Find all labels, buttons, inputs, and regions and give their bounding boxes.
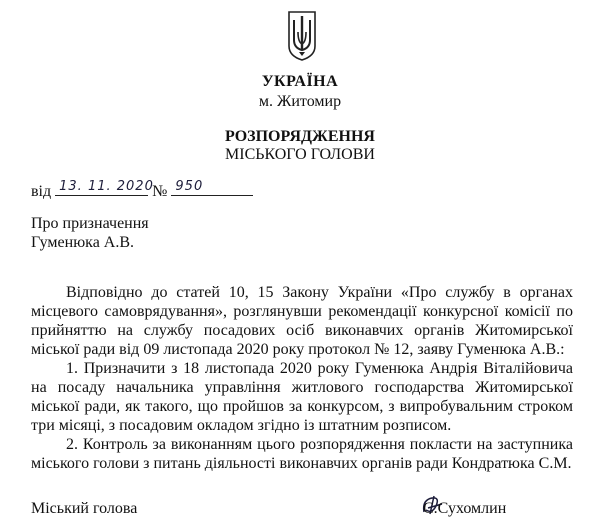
city-name: м. Житомир xyxy=(258,93,342,110)
document-author: МІСЬКОГО ГОЛОВИ xyxy=(225,146,375,163)
date-prefix: від xyxy=(31,183,52,200)
item-2-paragraph: 2. Контроль за виконанням цього розпорядження покласти на заступника міського голови з питань діяльності виконавчих органів ради Кондратюка С.М. xyxy=(31,436,573,472)
document-body xyxy=(31,283,573,473)
signatory-position: Міський голова xyxy=(31,500,138,517)
date-value: 13. 11. 2020 xyxy=(59,179,154,194)
number-value: 950 xyxy=(175,179,204,194)
preamble-paragraph: Відповідно до статей 10, 15 Закону України «Про службу в органах місцевого самоврядування», розглянувши рекомендації конкурсної комісії по прийняттю на службу посадових осіб виконавчих органів Житомирської міської ради від 09 листопада 2020 року протокол № 12, заяву Гуменюка А.В.: xyxy=(31,284,573,358)
subject-line-2: Гуменюка А.В. xyxy=(31,234,135,251)
subject-line-1: Про призначення xyxy=(31,215,149,232)
number-field xyxy=(171,181,253,196)
date-field xyxy=(55,179,154,196)
country-name: УКРАЇНА xyxy=(261,73,339,90)
registration-line xyxy=(31,181,253,201)
item-1-paragraph: 1. Призначити з 18 листопада 2020 року Гуменюка Андрія Віталійовича на посаду начальника управління житлового господарства Житомирської міської ради, як такого, що пройшов за конкурсом, з випробувальним строком три місяці, з посадовим окладом згідно із штатним розписом. xyxy=(31,360,573,434)
document-type: РОЗПОРЯДЖЕННЯ xyxy=(225,128,375,145)
subject-block xyxy=(31,214,149,252)
signatory-name: С.Сухомлин xyxy=(423,500,507,517)
number-prefix: № xyxy=(152,183,168,200)
trident-emblem-icon xyxy=(286,10,318,62)
